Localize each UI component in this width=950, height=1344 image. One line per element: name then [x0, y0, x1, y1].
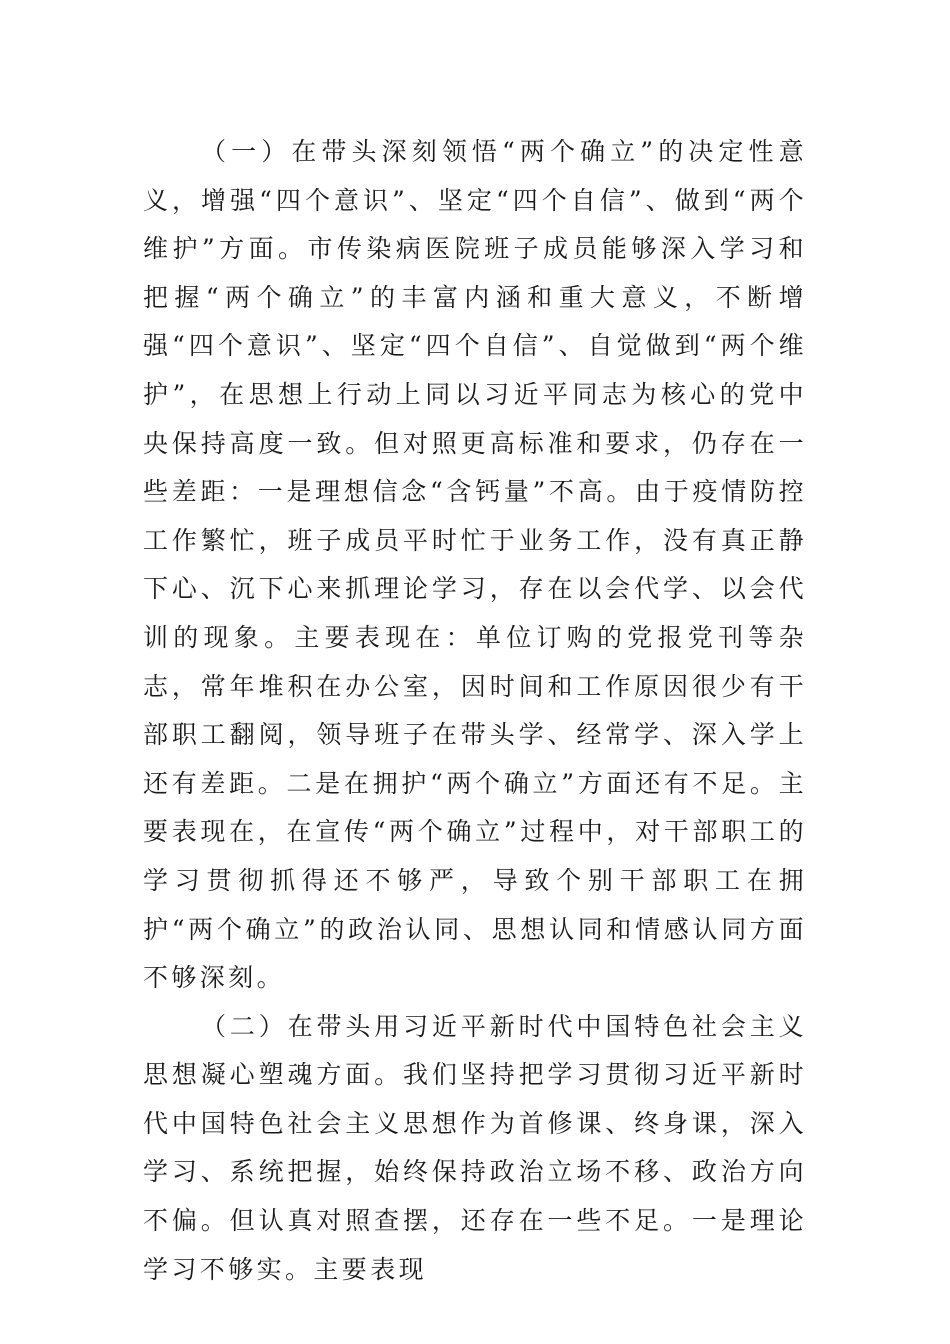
paragraph-section-1: （一）在带头深刻领悟“两个确立”的决定性意义，增强“四个意识”、坚定“四个自信”、做到“两个维护”方面。市传染病医院班子成员能够深入学习和把握“两个确立”的丰富内涵和重大意义，不断增强“四个意识”、坚定“四个自信”、自觉做到“两个维护”，在思想上行动上同以习近平同志为核心的党中央保持高度一致。但对照更高标准和要求，仍存在一些差距：一是理想信念“含钙量”不高。由于疫情防控工作繁忙，班子成员平时忙于业务工作，没有真正静下心、沉下心来抓理论学习，存在以会代学、以会代训的现象。主要表现在：单位订购的党报党刊等杂志，常年堆积在办公室，因时间和工作原因很少有干部职工翻阅，领导班子在带头学、经常学、深入学上还有差距。二是在拥护“两个确立”方面还有不足。主要表现在，在宣传“两个确立”过程中，对干部职工的学习贯彻抓得还不够严，导致个别干部职工在拥护“两个确立”的政治认同、思想认同和情感认同方面不够深刻。: [143, 137, 807, 993]
paragraph-section-2: （二）在带头用习近平新时代中国特色社会主义思想凝心塑魂方面。我们坚持把学习贯彻习近平新时代中国特色社会主义思想作为首修课、终身课，深入学习、系统把握，始终保持政治立场不移、政治方向不偏。但认真对照查摆，还存在一些不足。一是理论学习不够实。主要表现: [143, 1011, 807, 1284]
document-body: [143, 128, 807, 1294]
